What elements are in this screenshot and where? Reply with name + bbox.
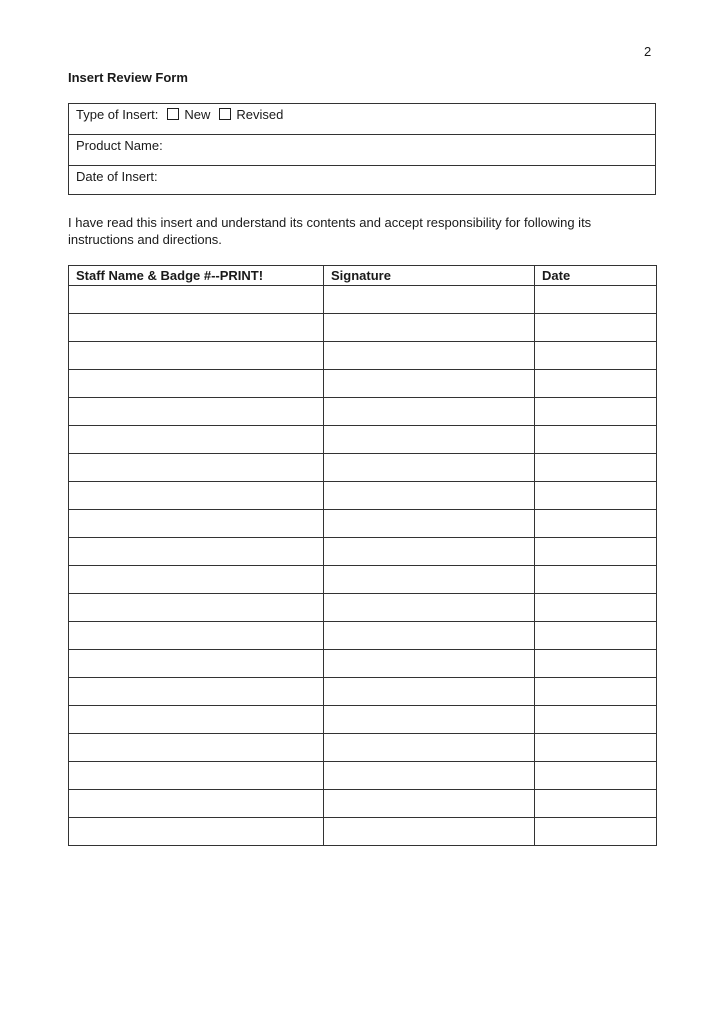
signature-cell[interactable] [324, 734, 535, 762]
new-checkbox-label: New [184, 107, 211, 122]
table-row [69, 135, 656, 166]
signature-cell[interactable] [324, 818, 535, 846]
col-header-signature: Signature [324, 266, 535, 286]
staff-name-cell[interactable] [69, 286, 324, 314]
signature-cell[interactable] [324, 286, 535, 314]
table-row [69, 510, 657, 538]
staff-name-cell[interactable] [69, 762, 324, 790]
signature-cell[interactable] [324, 762, 535, 790]
date-cell[interactable] [535, 818, 657, 846]
signature-cell[interactable] [324, 314, 535, 342]
product-name-cell[interactable] [69, 135, 656, 166]
staff-name-cell[interactable] [69, 706, 324, 734]
signature-cell[interactable] [324, 790, 535, 818]
date-cell[interactable] [535, 538, 657, 566]
col-header-date: Date [535, 266, 657, 286]
table-row [69, 762, 657, 790]
type-of-insert-label: Type of Insert: [76, 107, 159, 122]
staff-name-cell[interactable] [69, 818, 324, 846]
revised-checkbox[interactable] [219, 108, 231, 120]
acknowledgement-text: I have read this insert and understand its contents and accept responsibility for following its instructions and directions. [68, 215, 592, 247]
table-row [69, 594, 657, 622]
signature-cell[interactable] [324, 678, 535, 706]
table-row [69, 622, 657, 650]
new-checkbox[interactable] [167, 108, 179, 120]
page-title: Insert Review Form [68, 70, 188, 85]
date-cell[interactable] [535, 790, 657, 818]
date-cell[interactable] [535, 342, 657, 370]
staff-name-cell[interactable] [69, 566, 324, 594]
table-row [69, 566, 657, 594]
date-cell[interactable] [535, 734, 657, 762]
date-cell[interactable] [535, 370, 657, 398]
date-cell[interactable] [535, 510, 657, 538]
insert-info-table [68, 103, 656, 195]
table-header-row [69, 266, 657, 286]
date-of-insert-label: Date of Insert: [76, 169, 158, 184]
signature-cell[interactable] [324, 510, 535, 538]
staff-name-cell[interactable] [69, 594, 324, 622]
table-row [69, 706, 657, 734]
date-cell[interactable] [535, 594, 657, 622]
date-cell[interactable] [535, 426, 657, 454]
signature-cell[interactable] [324, 482, 535, 510]
signature-cell[interactable] [324, 398, 535, 426]
date-cell[interactable] [535, 454, 657, 482]
table-row [69, 342, 657, 370]
table-row [69, 370, 657, 398]
table-row [69, 104, 656, 135]
staff-name-cell[interactable] [69, 482, 324, 510]
date-of-insert-cell[interactable] [69, 166, 656, 195]
table-row [69, 286, 657, 314]
signature-cell[interactable] [324, 454, 535, 482]
date-cell[interactable] [535, 286, 657, 314]
table-row [69, 734, 657, 762]
staff-name-cell[interactable] [69, 370, 324, 398]
staff-name-cell[interactable] [69, 622, 324, 650]
staff-name-cell[interactable] [69, 426, 324, 454]
date-cell[interactable] [535, 622, 657, 650]
date-cell[interactable] [535, 566, 657, 594]
staff-name-cell[interactable] [69, 538, 324, 566]
table-row [69, 538, 657, 566]
table-row [69, 650, 657, 678]
date-cell[interactable] [535, 482, 657, 510]
table-row [69, 314, 657, 342]
staff-name-cell[interactable] [69, 314, 324, 342]
staff-name-cell[interactable] [69, 342, 324, 370]
date-cell[interactable] [535, 706, 657, 734]
signature-cell[interactable] [324, 622, 535, 650]
signature-cell[interactable] [324, 370, 535, 398]
table-row [69, 790, 657, 818]
staff-name-cell[interactable] [69, 398, 324, 426]
staff-name-cell[interactable] [69, 650, 324, 678]
table-row [69, 678, 657, 706]
date-cell[interactable] [535, 678, 657, 706]
table-row [69, 426, 657, 454]
staff-name-cell[interactable] [69, 510, 324, 538]
signature-cell[interactable] [324, 706, 535, 734]
date-cell[interactable] [535, 762, 657, 790]
signature-cell[interactable] [324, 566, 535, 594]
signature-cell[interactable] [324, 538, 535, 566]
staff-name-cell[interactable] [69, 734, 324, 762]
signature-cell[interactable] [324, 342, 535, 370]
table-row [69, 454, 657, 482]
table-row [69, 482, 657, 510]
date-cell[interactable] [535, 314, 657, 342]
table-row [69, 398, 657, 426]
table-row [69, 818, 657, 846]
signature-cell[interactable] [324, 650, 535, 678]
signature-table [68, 265, 657, 846]
type-of-insert-cell[interactable] [69, 104, 656, 135]
staff-name-cell[interactable] [69, 678, 324, 706]
table-row [69, 166, 656, 195]
product-name-label: Product Name: [76, 138, 163, 153]
col-header-staff-name: Staff Name & Badge #--PRINT! [69, 266, 324, 286]
date-cell[interactable] [535, 398, 657, 426]
revised-checkbox-label: Revised [236, 107, 284, 122]
signature-cell[interactable] [324, 594, 535, 622]
signature-cell[interactable] [324, 426, 535, 454]
staff-name-cell[interactable] [69, 790, 324, 818]
date-cell[interactable] [535, 650, 657, 678]
page-number: 2 [644, 44, 652, 59]
staff-name-cell[interactable] [69, 454, 324, 482]
